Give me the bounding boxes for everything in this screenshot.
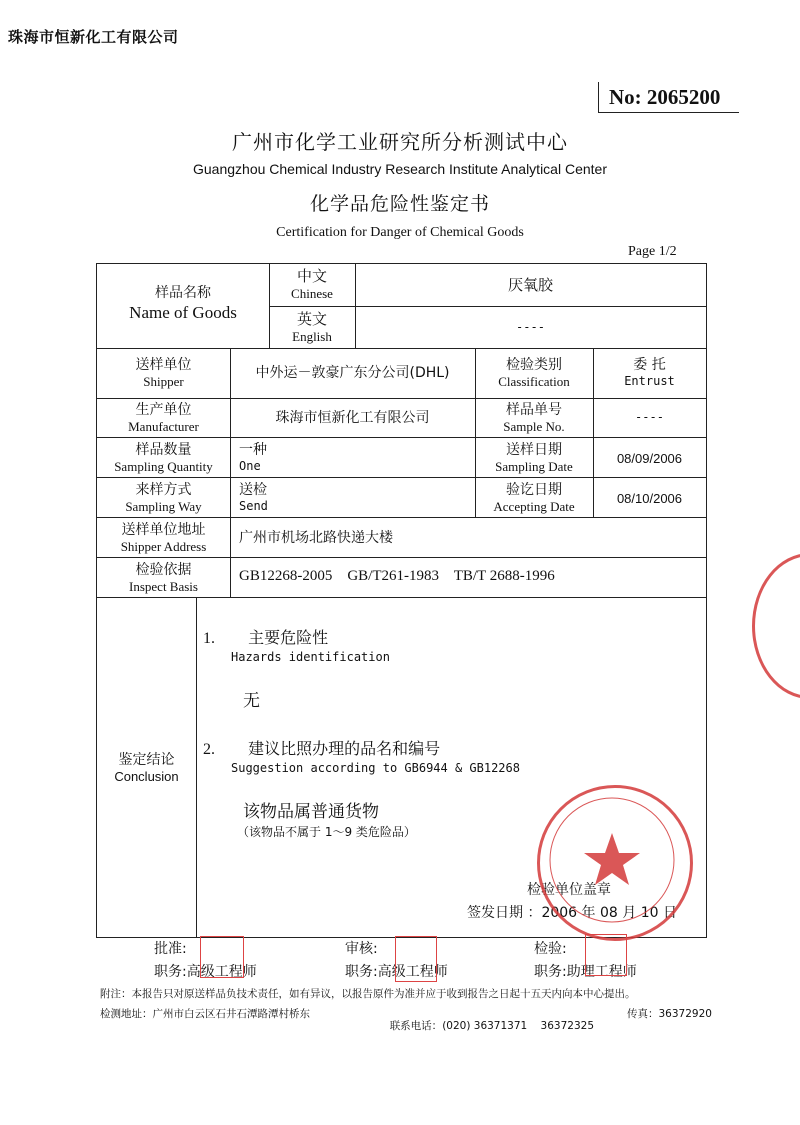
approve-title-row: 职务:高级工程师 <box>154 964 257 980</box>
footer-note: 附注：本报告只对原送样品负技术责任，如有异议，以报告原件为准并应于收到报告之日起十五天内向本中心提出。 <box>100 988 636 1000</box>
approve-label: 批准: <box>154 941 187 957</box>
english-label: 英文 English <box>292 310 332 344</box>
inspect-basis-value: GB12268-2005 GB/T261-1983 TB/T 2688-1996 <box>239 568 555 584</box>
footer-phone: 联系电话：(020) 36371371 36372325 <box>389 1020 594 1032</box>
item-1-value: 无 <box>243 691 260 711</box>
accepting-date-label: 验讫日期 Accepting Date <box>493 482 575 514</box>
issue-date-value: 2006 年 08 月 10 日 <box>541 905 677 921</box>
conclusion-item-2: 2. 建议比照办理的品名和编号 <box>203 739 441 758</box>
item-2-value: 该物品属普通货物 <box>243 802 379 822</box>
review-label: 审核: <box>345 941 378 957</box>
english-name-value: ---- <box>516 320 545 334</box>
approve-title: 高级工程师 <box>186 964 257 980</box>
sampling-date-label: 送样日期 Sampling Date <box>495 442 573 474</box>
accepting-date-value: 08/10/2006 <box>616 491 683 506</box>
inspect-label: 检验: <box>534 941 567 957</box>
inspector-signature-seal <box>585 934 627 976</box>
partial-seal-stamp <box>752 553 800 699</box>
footer-address: 检测地址：广州市白云区石井石潭路潭村桥东 <box>100 1008 310 1020</box>
institute-title-en: Guangzhou Chemical Industry Research Institute Analytical Center <box>193 161 607 177</box>
classification-value: 委 托 Entrust <box>624 357 675 388</box>
sampling-way-label: 来样方式 Sampling Way <box>125 482 202 514</box>
item-1-english: Hazards identification <box>231 650 390 664</box>
sample-no-value: ---- <box>635 410 664 424</box>
inspect-title-row: 职务:助理工程师 <box>534 964 637 980</box>
chinese-name-value: 厌氧胶 <box>507 276 553 294</box>
certificate-title-en: Certification for Danger of Chemical Goods <box>276 225 524 240</box>
sampling-date-value: 08/09/2006 <box>616 451 683 466</box>
certificate-title-zh: 化学品危险性鉴定书 <box>309 193 490 215</box>
institute-title-zh: 广州市化学工业研究所分析测试中心 <box>232 130 568 154</box>
shipper-value: 中外运－敦豪广东分公司(DHL) <box>255 365 450 381</box>
conclusion-label: 鉴定结论 Conclusion <box>114 752 179 784</box>
inspect-basis-label: 检验依据 Inspect Basis <box>129 562 198 594</box>
shipper-address-value: 广州市机场北路快递大楼 <box>239 530 393 546</box>
manufacturer-value: 珠海市恒新化工有限公司 <box>275 410 430 426</box>
conclusion-item-1: 1. 主要危险性 <box>203 628 329 647</box>
sample-no-label: 样品单号 Sample No. <box>503 402 565 434</box>
shipper-label: 送样单位 Shipper <box>135 357 192 389</box>
seal-caption: 检验单位盖章 <box>527 882 611 898</box>
review-title-row: 职务:高级工程师 <box>345 964 448 980</box>
official-seal-stamp <box>537 785 693 941</box>
item-2-english: Suggestion according to GB6944 & GB12268 <box>231 761 520 775</box>
issue-date-label: 签发日期 ： <box>467 905 542 921</box>
manufacturer-label: 生产单位 Manufacturer <box>128 402 199 434</box>
chinese-label: 中文 Chinese <box>291 267 333 301</box>
review-title: 高级工程师 <box>377 964 448 980</box>
item-2-note: （该物品不属于 1～9 类危险品） <box>237 825 416 839</box>
name-label: 样品名称 Name of Goods <box>129 285 237 322</box>
classification-label: 检验类别 Classification <box>498 357 570 389</box>
shipper-address-label: 送样单位地址 Shipper Address <box>120 522 207 554</box>
inspect-title: 助理工程师 <box>566 964 637 980</box>
document-number: No: 2065200 <box>598 82 739 113</box>
footer-fax: 传真：36372920 <box>627 1008 712 1020</box>
sampling-way-value: 送检 Send <box>239 482 268 513</box>
reviewer-signature-seal <box>395 936 437 982</box>
page-indicator: Page 1/2 <box>628 244 677 259</box>
quantity-label: 样品数量 Sampling Quantity <box>114 442 213 474</box>
quantity-value: 一种 One <box>239 442 267 473</box>
company-name-top: 珠海市恒新化工有限公司 <box>8 28 179 46</box>
approver-signature-seal <box>200 936 244 978</box>
